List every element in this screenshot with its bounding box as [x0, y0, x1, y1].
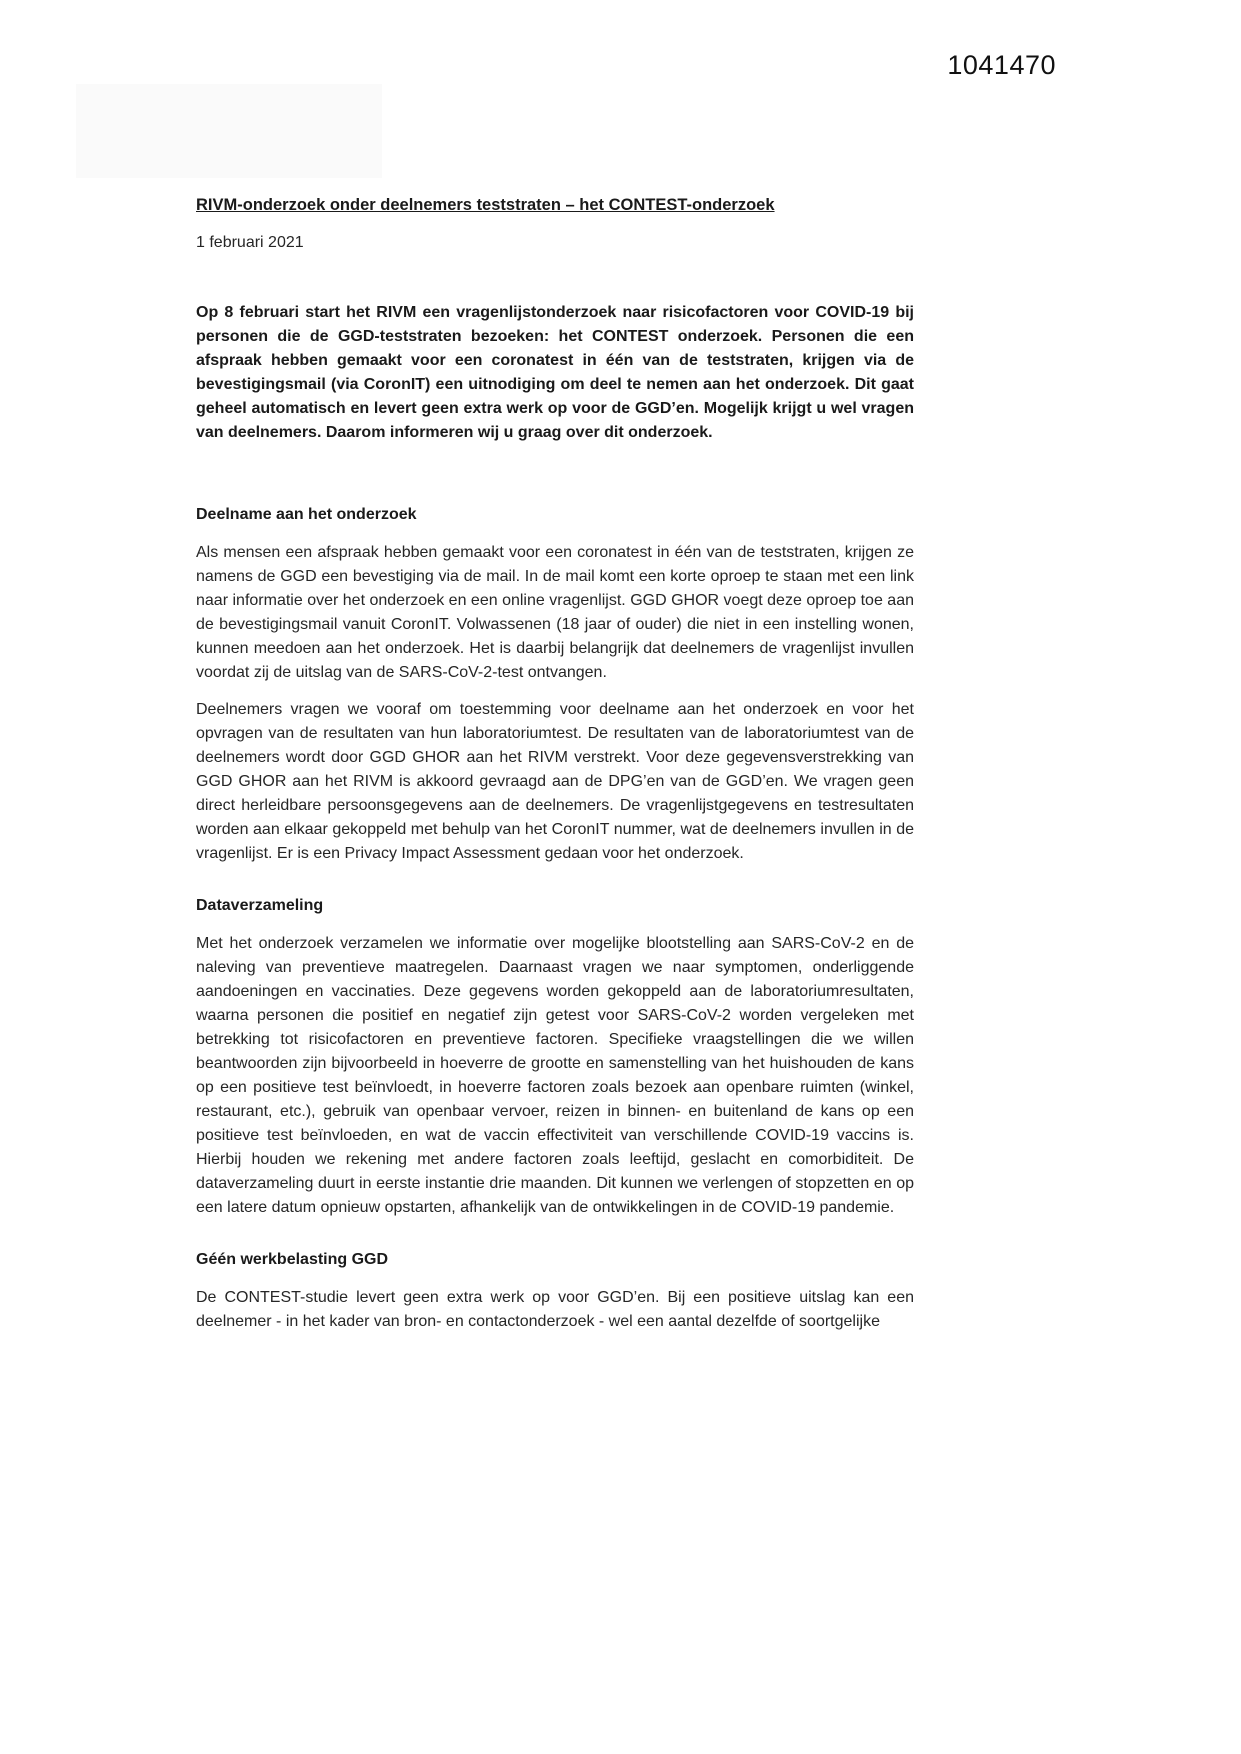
paragraph: Als mensen een afspraak hebben gemaakt voor een coronatest in één van de teststraten, krijgen ze namens de GGD een bevestiging via de mail. In de mail komt een korte oproep te staan met een link naar informatie over het onderzoek en een online vragenlijst. GGD GHOR voegt deze oproep toe aan de bevestigingsmail vanuit CoronIT. Volwassenen (18 jaar of ouder) die niet in een instelling wonen, kunnen meedoen aan het onderzoek. Het is daarbij belangrijk dat deelnemers de vragenlijst invullen voordat zij de uitslag van de SARS-CoV-2-test ontvangen. — [196, 544, 914, 681]
document-date: 1 februari 2021 — [196, 234, 304, 251]
section-heading-deelname: Deelname aan het onderzoek — [196, 506, 417, 523]
paragraph: Deelnemers vragen we vooraf om toestemming voor deelname aan het onderzoek en voor het opvragen van de resultaten van hun laboratoriumtest. De resultaten van de laboratoriumtest van de deelnemers wordt door GGD GHOR aan het RIVM verstrekt. Voor deze gegevensverstrekking van GGD GHOR aan het RIVM is akkoord gevraagd aan de DPG’en van de GGD’en. We vragen geen direct herleidbare persoonsgegevens aan de deelnemers. De vragenlijstgegevens en testresultaten worden aan elkaar gekoppeld met behulp van het CoronIT nummer, wat de deelnemers invullen in de vragenlijst. Er is een Privacy Impact Assessment gedaan voor het onderzoek. — [196, 701, 914, 862]
section-heading-dataverzameling: Dataverzameling — [196, 897, 324, 914]
section-heading-werkbelasting: Géén werkbelasting GGD — [196, 1251, 389, 1268]
document-title: RIVM-onderzoek onder deelnemers teststraten – het CONTEST-onderzoek — [196, 196, 775, 214]
paragraph: Met het onderzoek verzamelen we informatie over mogelijke blootstelling aan SARS-CoV-2 en de naleving van preventieve maatregelen. Daarnaast vragen we naar symptomen, onderliggende aandoeningen en vaccinaties. Deze gegevens worden gekoppeld aan de laboratoriumresultaten, waarna personen die positief en negatief zijn getest voor SARS-CoV-2 worden vergeleken met betrekking tot risicofactoren en preventieve factoren. Specifieke vraagstellingen die we willen beantwoorden zijn bijvoorbeeld in hoeverre de grootte en samenstelling van het huishouden de kans op een positieve test beïnvloedt, in hoeverre factoren zoals bezoek aan openbare ruimten (winkel, restaurant, etc.), gebruik van openbaar vervoer, reizen in binnen- en buitenland de kans op een positieve test beïnvloeden, en wat de vaccin effectiviteit van verschillende COVID-19 vaccins is. Hierbij houden we rekening met andere factoren zoals leeftijd, geslacht en comorbiditeit. De dataverzameling duurt in eerste instantie drie maanden. Dit kunnen we verlengen of stopzetten en op een latere datum opnieuw opstarten, afhankelijk van de ontwikkelingen in de COVID-19 pandemie. — [196, 935, 914, 1216]
intro-paragraph: Op 8 februari start het RIVM een vragenlijstonderzoek naar risicofactoren voor COVID-19 bij personen die de GGD-teststraten bezoeken: het CONTEST onderzoek. Personen die een afspraak hebben gemaakt voor een coronatest in één van de teststraten, krijgen via de bevestigingsmail (via CoronIT) een uitnodiging om deel te nemen aan het onderzoek. Dit gaat geheel automatisch en levert geen extra werk op voor de GGD’en. Mogelijk krijgt u wel vragen van deelnemers. Daarom informeren wij u graag over dit onderzoek. — [196, 304, 914, 441]
document-number: 1041470 — [947, 50, 1056, 80]
paragraph: De CONTEST-studie levert geen extra werk op voor GGD’en. Bij een positieve uitslag kan een deelnemer - in het kader van bron- en contactonderzoek - wel een aantal dezelfde of soortgelijke — [196, 1289, 914, 1330]
document-content — [196, 193, 914, 1347]
scan-artifact — [76, 84, 382, 178]
